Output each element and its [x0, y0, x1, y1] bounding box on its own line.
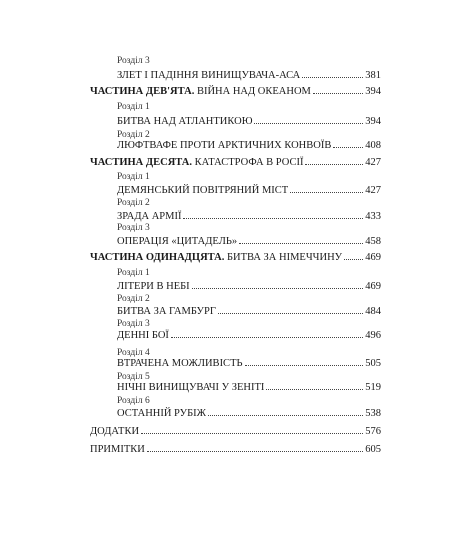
leader-dots — [266, 381, 363, 390]
page-number: 519 — [365, 382, 381, 393]
page-number: 484 — [365, 306, 381, 317]
leader-dots — [313, 85, 363, 94]
page-number: 381 — [365, 70, 381, 81]
leader-dots — [218, 305, 363, 314]
entry-title: ВТРАЧЕНА МОЖЛИВІСТЬ — [117, 358, 243, 369]
page-number: 433 — [365, 211, 381, 222]
page-number: 458 — [365, 236, 381, 247]
toc-entry[interactable] — [90, 425, 381, 438]
toc-part-entry[interactable] — [90, 85, 381, 98]
page-number: 469 — [365, 281, 381, 292]
page-number: 605 — [365, 444, 381, 455]
chapter-label: Розділ 2 — [117, 198, 150, 208]
entry-title: ОПЕРАЦІЯ «ЦИТАДЕЛЬ» — [117, 236, 238, 247]
toc-entry[interactable] — [117, 184, 381, 197]
page-number: 469 — [365, 252, 381, 263]
entry-title: БИТВА НАД АТЛАНТИКОЮ — [117, 116, 253, 127]
leader-dots — [254, 115, 363, 124]
toc-entry[interactable] — [117, 305, 381, 318]
toc-entry[interactable] — [117, 407, 381, 420]
entry-title: ОСТАННІЙ РУБІЖ — [117, 408, 207, 419]
chapter-label: Розділ 3 — [117, 223, 150, 233]
page-number: 394 — [365, 116, 381, 127]
leader-dots — [245, 357, 364, 366]
entry-title: ЗРАДА АРМІЇ — [117, 211, 182, 222]
page-number: 394 — [365, 86, 381, 97]
leader-dots — [183, 210, 363, 219]
leader-dots — [290, 184, 363, 193]
leader-dots — [208, 407, 363, 416]
leader-dots — [141, 425, 363, 434]
toc-entry[interactable] — [117, 139, 381, 152]
part-title: ВІЙНА НАД ОКЕАНОМ — [194, 86, 311, 97]
toc-entry[interactable] — [117, 357, 381, 370]
chapter-label: Розділ 1 — [117, 268, 150, 278]
leader-dots — [239, 235, 363, 244]
chapter-label: Розділ 2 — [117, 130, 150, 140]
leader-dots — [333, 139, 363, 148]
toc-entry[interactable] — [117, 280, 381, 293]
toc-entry[interactable] — [117, 381, 381, 394]
chapter-label: Розділ 6 — [117, 396, 150, 406]
part-title: КАТАСТРОФА В РОСІЇ — [191, 157, 304, 168]
toc-entry[interactable] — [117, 329, 381, 342]
page-number: 538 — [365, 408, 381, 419]
entry-title: ЗЛЕТ І ПАДІННЯ ВИНИЩУВАЧА-АСА — [117, 70, 301, 81]
toc-part-entry[interactable] — [90, 156, 381, 169]
page-number: 427 — [365, 185, 381, 196]
entry-title: ЛЮФТВАФЕ ПРОТИ АРКТИЧНИХ КОНВОЇВ — [117, 140, 332, 151]
leader-dots — [147, 443, 363, 452]
entry-title: БИТВА ЗА ГАМБУРГ — [117, 306, 216, 317]
toc-entry[interactable] — [117, 235, 381, 248]
toc-entry[interactable] — [90, 443, 381, 456]
entry-title: НІЧНІ ВИНИЩУВАЧІ У ЗЕНІТІ — [117, 382, 265, 393]
part-title: БИТВА ЗА НІМЕЧЧИНУ — [224, 252, 343, 263]
chapter-label: Розділ 1 — [117, 172, 150, 182]
chapter-label: Розділ 5 — [117, 372, 150, 382]
chapter-label: Розділ 3 — [117, 56, 150, 66]
entry-title: ПРИМІТКИ — [90, 444, 145, 455]
page-number: 427 — [365, 157, 381, 168]
toc-entry[interactable] — [117, 210, 381, 223]
entry-title: ДЕННІ БОЇ — [117, 330, 169, 341]
part-number: ЧАСТИНА ОДИНАДЦЯТА. — [90, 252, 225, 263]
page-number: 576 — [365, 426, 381, 437]
toc-part-entry[interactable] — [90, 251, 381, 264]
chapter-label: Розділ 2 — [117, 294, 150, 304]
chapter-label: Розділ 4 — [117, 348, 150, 358]
chapter-label: Розділ 3 — [117, 319, 150, 329]
toc-entry[interactable] — [117, 69, 381, 82]
part-number: ЧАСТИНА ДЕСЯТА. — [90, 157, 192, 168]
entry-title: ДЕМЯНСЬКИЙ ПОВІТРЯНИЙ МІСТ — [117, 185, 289, 196]
page-number: 496 — [365, 330, 381, 341]
leader-dots — [192, 280, 364, 289]
chapter-label: Розділ 1 — [117, 102, 150, 112]
toc-entry[interactable] — [117, 115, 381, 128]
part-number: ЧАСТИНА ДЕВ'ЯТА. — [90, 86, 195, 97]
leader-dots — [305, 156, 363, 165]
entry-title: ЛІТЕРИ В НЕБІ — [117, 281, 190, 292]
leader-dots — [344, 251, 363, 260]
leader-dots — [171, 329, 363, 338]
page-number: 408 — [365, 140, 381, 151]
page-number: 505 — [365, 358, 381, 369]
entry-title: ДОДАТКИ — [90, 426, 140, 437]
leader-dots — [302, 69, 363, 78]
